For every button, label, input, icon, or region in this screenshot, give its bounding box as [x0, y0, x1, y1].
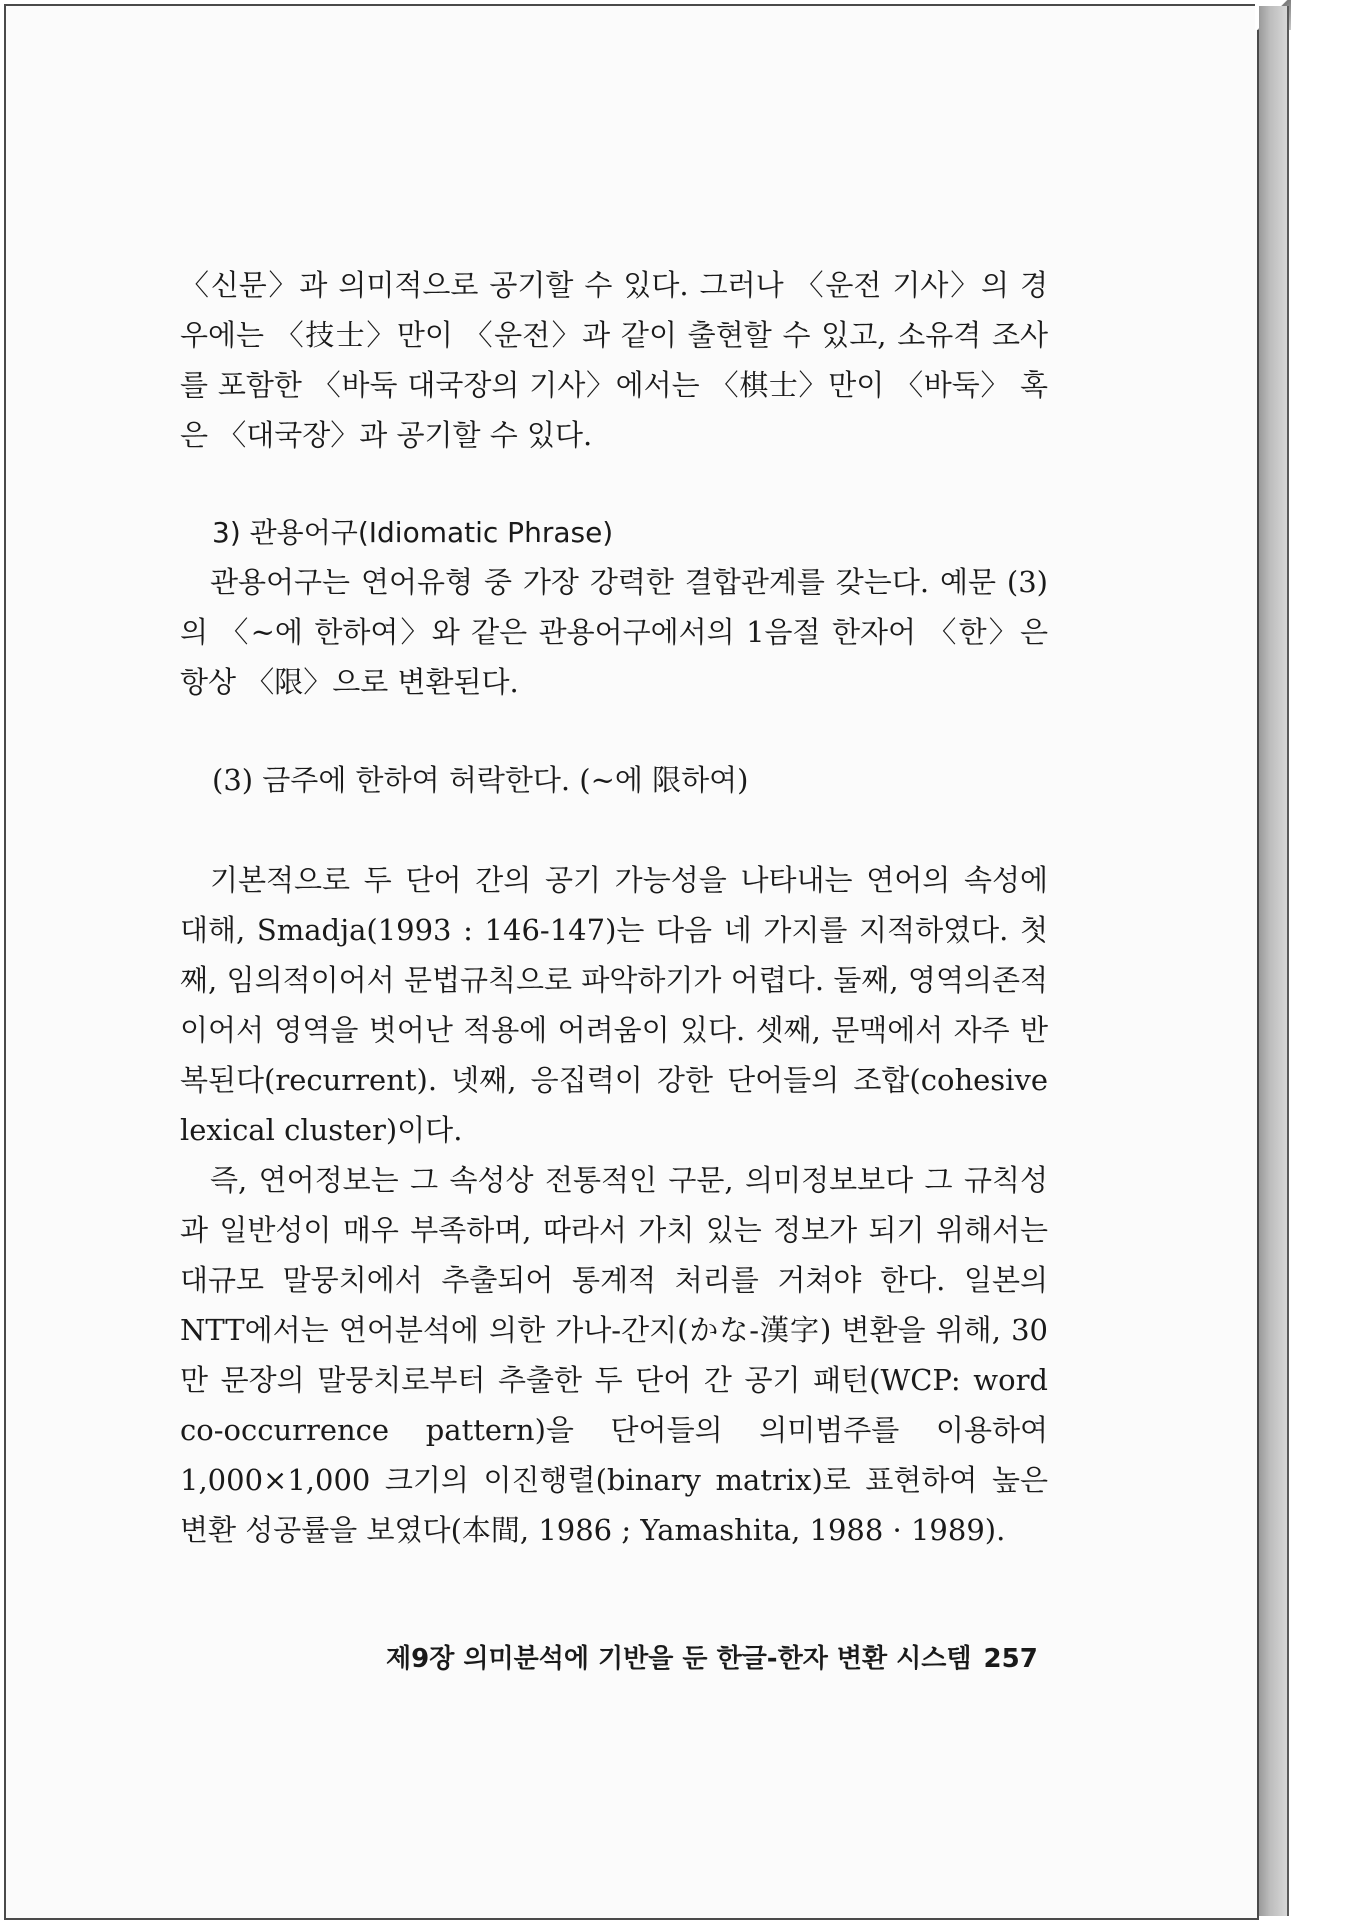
body-paragraph-1 — [180, 260, 1048, 460]
running-title: 제9장 의미분석에 기반을 둔 한글-한자 변환 시스템 — [386, 1644, 972, 1674]
page-footer — [386, 1637, 1038, 1681]
paragraph-text: 즉, 연어정보는 그 속성상 전통적인 구문, 의미정보보다 그 규칙성과 일반성이 매우 부족하며, 따라서 가치 있는 정보가 되기 위해서는 대규모 말뭉치에서 추출되어 통계적 처리를 거쳐야 한다. 일본의 NTT에서는 연어분석에 의한 가나-간지(かな-漢字) 변환을 위해, 30만 문장의 말뭉치로부터 추출한 두 단어 간 공기 패턴(WCP: word co-occurrence pattern)을 단어들의 의미범주를 이용하여 1,000×1,000 크기의 이진행렬(binary matrix)로 표현하여 높은 변환 성공률을 보였다(本間, 1986 ; Yamashita, 1988 · 1989). — [180, 1163, 1048, 1547]
page-number: 257 — [983, 1644, 1038, 1674]
page-edge — [1259, 6, 1289, 1916]
paragraph-text: 관용어구는 연어유형 중 가장 강력한 결합관계를 갖는다. 예문 (3)의 〈~에 한하여〉와 같은 관용어구에서의 1음절 한자어 〈한〉은 항상 〈限〉으로 변환된다. — [180, 565, 1048, 699]
body-paragraph-2 — [180, 557, 1048, 707]
paragraph-text: 〈신문〉과 의미적으로 공기할 수 있다. 그러나 〈운전 기사〉의 경우에는 〈技士〉만이 〈운전〉과 같이 출현할 수 있고, 소유격 조사를 포함한 〈바둑 대국장의 기사〉에서는 〈棋士〉만이 〈바둑〉 혹은 〈대국장〉과 공기할 수 있다. — [180, 268, 1048, 452]
paragraph-text: 기본적으로 두 단어 간의 공기 가능성을 나타내는 연어의 속성에 대해, Smadja(1993 : 146-147)는 다음 네 가지를 지적하였다. 첫째, 임의적이어서 문법규칙으로 파악하기가 어렵다. 둘째, 영역의존적이어서 영역을 벗어난 적용에 어려움이 있다. 셋째, 문맥에서 자주 반복된다(recurrent). 넷째, 응집력이 강한 단어들의 조합(cohesive lexical cluster)이다. — [180, 863, 1048, 1147]
section-heading: 3) 관용어구(Idiomatic Phrase) — [212, 516, 614, 549]
body-paragraphs-3-4 — [180, 855, 1048, 1555]
example-sentence-3: (3) 금주에 한하여 허락한다. (~에 限하여) — [212, 763, 749, 797]
